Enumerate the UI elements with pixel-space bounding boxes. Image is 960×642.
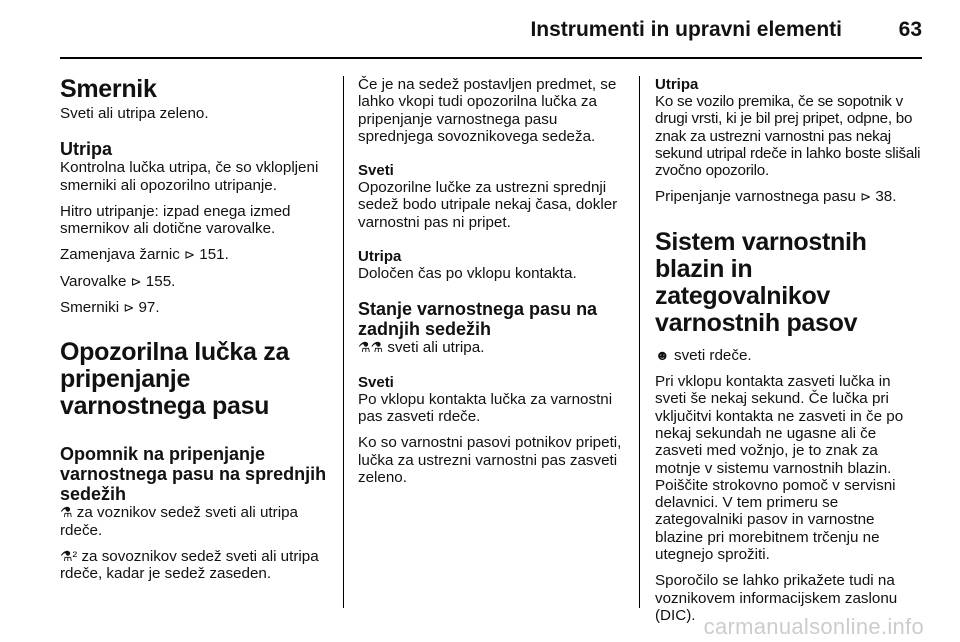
- column-divider: [639, 76, 640, 608]
- ref-page: 151.: [199, 246, 229, 264]
- column-3: [655, 76, 925, 633]
- airbag-icon: ☻: [655, 346, 670, 363]
- page-ref-arrow-icon: ⊳: [860, 189, 872, 205]
- ref-page: 38.: [875, 188, 897, 206]
- paragraph: ⚗² za sovoznikov sedež sveti ali utripa rdeče, kadar je sedež zaseden.: [60, 547, 319, 583]
- paragraph: Opozorilne lučke za ustrezni sprednji sedež bodo utripale nekaj časa, dokler varnostni pas ni pripet.: [358, 179, 618, 231]
- cross-reference: [60, 246, 332, 263]
- seatbelt-passenger-icon: ⚗²: [60, 547, 78, 564]
- seatbelt-rear-icon: ⚗⚗: [358, 339, 384, 356]
- page-header: [0, 0, 960, 60]
- heading-sistem: Sistem varnostnih blazin in zategovalnikov varnostnih pasov: [655, 227, 867, 337]
- paragraph: Hitro utripanje: izpad enega izmed smernikov ali dotične varovalke.: [60, 202, 291, 238]
- column-divider: [343, 76, 344, 608]
- heading-utripa: Utripa: [358, 248, 402, 266]
- paragraph: Kontrolna lučka utripa, če so vklopljeni smerniki ali opozorilno utripanje.: [60, 159, 319, 194]
- paragraph: Pri vklopu kontakta zasveti lučka in sveti še nekaj sekund. Če lučka pri vključitvi kontakta ne zasveti in če po nekaj sekundah ne ugasne ali če zasveti med vožnjo, je to znak za motnje v sistemu varnostnih blazin. Poiščite strokovno pomoč v servisni delavnici. V tem primeru se zategovalniki pasov in varnostne blazine pri morebitnem trčenju ne utegnejo sprožiti.: [655, 373, 904, 564]
- ref-text: Varovalke: [60, 272, 127, 290]
- heading-opomnik: Opomnik na pripenjanje varnostnega pasu na sprednjih sedežih: [60, 444, 327, 505]
- heading-stanje: Stanje varnostnega pasu na zadnjih sedežih: [358, 299, 598, 340]
- header-title: Instrumenti in upravni elementi: [530, 18, 842, 41]
- paragraph: Določen čas po vklopu kontakta.: [358, 265, 577, 283]
- ref-text: Smerniki: [60, 299, 120, 317]
- ref-text: Zamenjava žarnic: [60, 246, 180, 264]
- header-rule: [60, 57, 922, 59]
- cross-reference: [655, 188, 925, 205]
- ref-text: Pripenjanje varnostnega pasu: [655, 188, 856, 206]
- watermark: carmanualsonline.info: [703, 614, 924, 639]
- cross-reference: [60, 273, 332, 290]
- paragraph: ⚗ za voznikov sedež sveti ali utripa rdeče.: [60, 504, 298, 539]
- paragraph: Ko se vozilo premika, če se sopotnik v drugi vrsti, ki je bil prej pripet, odpne, bo znak za ustrezni varnostni pas nekaj sekund utripal rdeče in lahko boste slišali zvočno opozorilo.: [655, 93, 921, 180]
- paragraph: Ko so varnostni pasovi potnikov pripeti, lučka za ustrezni varnostni pas zasveti zeleno.: [358, 434, 622, 486]
- paragraph: Če je na sedež postavljen predmet, se lahko vkopi tudi opozorilna lučka za pripenjanje varnostnega pasu sprednjega sovoznikovega sedeža.: [358, 76, 617, 145]
- ref-page: 97.: [138, 299, 160, 317]
- heading-sveti-2: Sveti: [358, 373, 394, 391]
- page-ref-arrow-icon: ⊳: [123, 300, 135, 316]
- page-ref-arrow-icon: ⊳: [184, 247, 196, 263]
- heading-utripa: Utripa: [60, 139, 113, 160]
- heading-utripa: Utripa: [655, 76, 699, 93]
- heading-opozorilna-lucka: Opozorilna lučka za pripenjanje varnostnega pasu: [60, 338, 290, 421]
- heading-sveti: Sveti: [358, 162, 394, 180]
- page-number: 63: [898, 18, 922, 41]
- paragraph: Po vklopu kontakta lučka za varnostni pas zasveti rdeče.: [358, 390, 613, 425]
- heading-smernik: Smernik: [60, 75, 157, 103]
- paragraph: Sveti ali utripa zeleno.: [60, 105, 209, 122]
- paragraph: ☻ sveti rdeče.: [655, 346, 752, 364]
- column-1: [60, 76, 332, 592]
- ref-page: 155.: [145, 272, 176, 290]
- paragraph: Sporočilo se lahko prikažete tudi na voznikovem informacijskem zaslonu (DIC).: [655, 572, 898, 624]
- page-ref-arrow-icon: ⊳: [130, 273, 142, 289]
- column-2: [358, 76, 626, 495]
- seatbelt-driver-icon: ⚗: [60, 504, 73, 521]
- cross-reference: [60, 299, 332, 316]
- paragraph: ⚗⚗ sveti ali utripa.: [358, 339, 485, 357]
